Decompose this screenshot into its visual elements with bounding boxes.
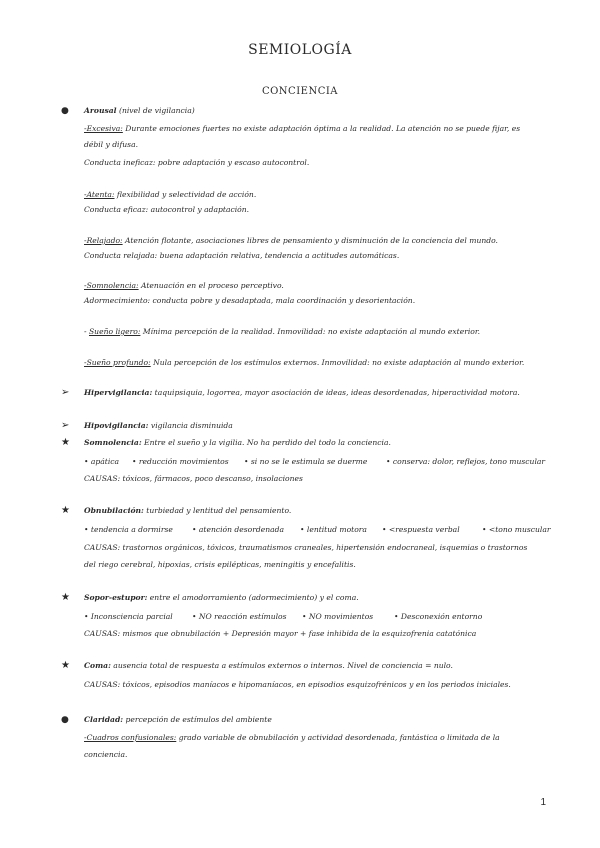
obnubilacion: Obnubilación: turbiedad y lentitud del pensamiento. [84,506,292,515]
arousal-somnolencia: -Somnolencia: Atenuación en el proceso perceptivo. [84,281,284,290]
bullet-star: ★ [61,660,70,671]
sopor-causas: CAUSAS: mismos que obnubilación + Depresión mayor + fase inhibida de la esquizofrenia catatónica [84,629,477,638]
bullet-star: ★ [61,505,70,516]
hipervigilancia: Hipervigilancia: taquipsiquia, logorrea, mayor asociación de ideas, ideas desordenadas, hiperactividad motora. [84,388,520,397]
bullet-arrow: ➢ [61,387,70,398]
bullet-dot: ● [61,715,69,725]
page-title: SEMIOLOGÍA [248,42,352,58]
arousal-sueno-profundo: -Sueño profundo: Nula percepción de los estímulos externos. Inmovilidad: no existe adaptación al mundo exterior. [84,358,525,367]
somnolencia-causas: CAUSAS: tóxicos, fármacos, poco descanso, insolaciones [84,474,303,483]
cuadros-confusionales-cont: conciencia. [84,750,128,759]
somnolencia-signs: • apática • reducción movimientos • si no se le estimula se duerme • conserva: dolor, reflejos, tono muscular [84,457,546,466]
somnolencia: Somnolencia: Entre el sueño y la vigilia. No ha perdido del todo la conciencia. [84,438,391,447]
obnubilacion-signs: • tendencia a dormirse • atención desordenada • lentitud motora • <respuesta verbal • <tono muscular [84,525,551,534]
sopor-estupor: Sopor-estupor: entre el amodorramiento (adormecimiento) y el coma. [84,593,359,602]
page-number: 1 [540,797,546,808]
obnubilacion-causas-cont: del riego cerebral, hipoxias, crisis epilépticas, meningitis y encefalitis. [84,560,356,569]
obnubilacion-causas: CAUSAS: trastornos orgánicos, tóxicos, traumatismos craneales, hipertensión endocraneal, isquemias o trastornos [84,543,528,552]
arousal-sueno-ligero: - Sueño ligero: Mínima percepción de la realidad. Inmovilidad: no existe adaptación al mundo exterior. [84,327,481,336]
bullet-dot: ● [61,106,69,116]
arousal-excesiva: -Excesiva: Durante emociones fuertes no existe adaptación óptima a la realidad. La atención no se puede fijar, es [84,124,521,133]
coma-causas: CAUSAS: tóxicos, episodios maníacos e hipomaníacos, en episodios esquizofrénicos y en los periodos iniciales. [84,680,511,689]
arousal-atenta-conducta: Conducta eficaz: autocontrol y adaptación. [84,205,250,214]
arousal-heading: Arousal (nivel de vigilancia) [84,106,195,115]
bullet-arrow: ➢ [61,420,70,431]
arousal-atenta: -Atenta: flexibilidad y selectividad de acción. [84,190,257,199]
hipovigilancia: Hipovigilancia: vigilancia disminuida [84,421,233,430]
section-title: CONCIENCIA [261,86,339,97]
arousal-excesiva-conducta: Conducta ineficaz: pobre adaptación y escaso autocontrol. [84,158,310,167]
arousal-relajado-conducta: Conducta relajada: buena adaptación relativa, tendencia a actitudes automáticas. [84,251,400,260]
arousal-relajado: -Relajado: Atención flotante, asociaciones libres de pensamiento y disminución de la conciencia del mundo. [84,236,498,245]
claridad: Claridad: percepción de estímulos del ambiente [84,715,272,724]
bullet-star: ★ [61,437,70,448]
sopor-signs: • Inconsciencia parcial • NO reacción estímulos • NO movimientos • Desconexión entorno [84,612,483,621]
arousal-somnolencia-conducta: Adormecimiento: conducta pobre y desadaptada, mala coordinación y desorientación. [84,296,416,305]
coma: Coma: ausencia total de respuesta a estímulos externos o internos. Nivel de conciencia = nulo. [84,661,453,670]
arousal-excesiva-cont: débil y difusa. [84,140,139,149]
cuadros-confusionales: -Cuadros confusionales: grado variable de obnubilación y actividad desordenada, fantástica o limitada de la [84,733,500,742]
bullet-star: ★ [61,592,70,603]
